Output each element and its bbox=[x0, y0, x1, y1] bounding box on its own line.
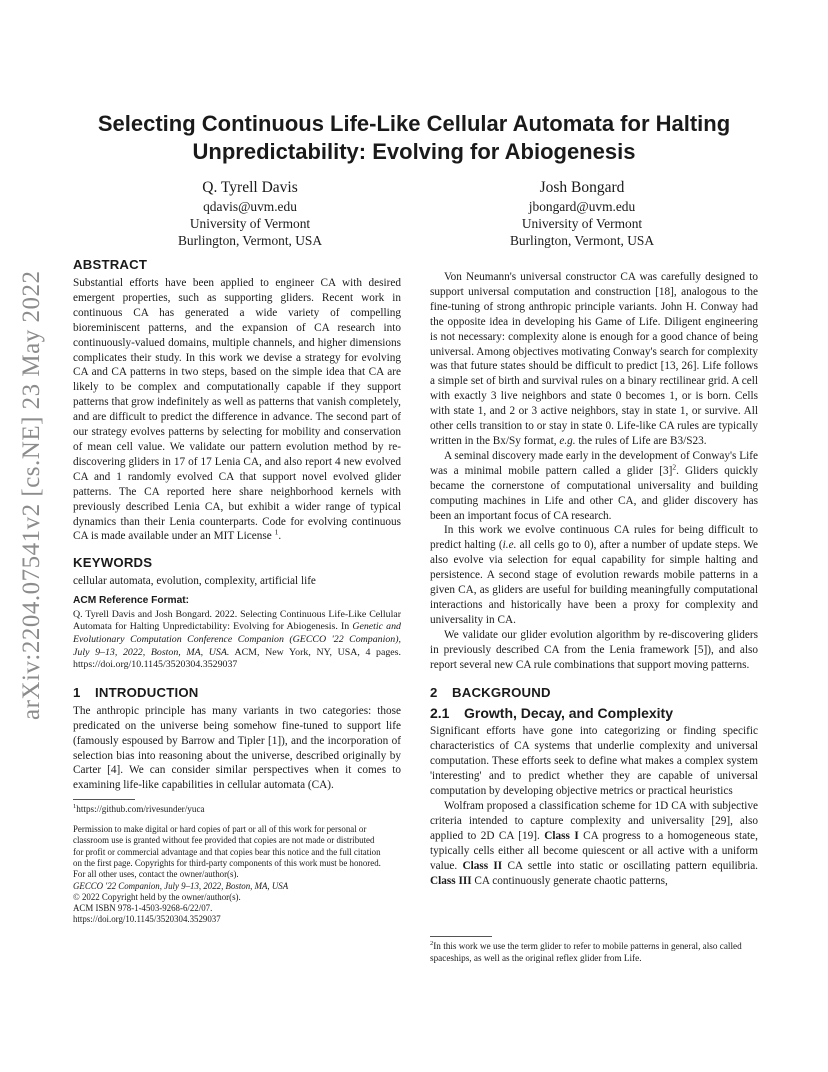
permission-block: Permission to make digital or hard copies of part or all of this work for personal or classroom use is granted without fee provided that copies are not made or distributed for profit or commercial advantage and that copies bear this notice and the full citation on the first page. Copyrights for third-party components of this work must be honored. For all other uses, contact the owner/author(s). GECCO '22 Companion, July 9–13, 2022, Boston, MA, USA © 2022 Copyright held by the owner/author(s). ACM ISBN 978-1-4503-9268-6/22/07. https://doi.org/10.1145/3520304.3529037 bbox=[73, 824, 401, 926]
footnote-2: $^2$In this work we use the term glider to refer to mobile patterns in general, also called spaceships, as well as the original reflex glider from Life. bbox=[430, 939, 742, 963]
author-block-2 bbox=[432, 178, 732, 249]
right-column bbox=[430, 270, 758, 888]
section-heading-introduction: 1 INTRODUCTION bbox=[73, 684, 199, 700]
author-affiliation: University of Vermont bbox=[189, 216, 311, 231]
introduction-text: The anthropic principle has many variants in two categories: those predicated on the universe being somehow fine-tuned to support life (famously espoused by Barrow and Tipler [1]), and the incorporation of selection bias into reasoning about the universe, described originally by Carter [4]. We can consider similar perspectives when it comes to examining life-like capabilities in cellular automata (CA). bbox=[73, 704, 401, 792]
paragraph-this-work: In this work we evolve continuous CA rules for being difficult to predict halting (i.e. all cells go to 0), after a number of update steps. We also evolve via selection for equal capability for simple halting and persistence. A second stage of evolution rewards mobile patterns in a given CA, as gliders are useful for building meaningfully computational interactions and historically have been a proxy for complexity and universality in CA. bbox=[430, 524, 759, 626]
subsection-heading-growth: 2.1 Growth, Decay, and Complexity bbox=[430, 705, 674, 722]
acm-reference-text: Q. Tyrell Davis and Josh Bongard. 2022. Selecting Continuous Life-Like Cellular Automata for Halting Unpredictability: Evolving for Abiogenesis. In Genetic and Evolutionary Computation Conference Companion (GECCO '22 Companion), July 9–13, 2022, Boston, MA, USA. ACM, New York, NY, USA, 4 pages. https://doi.org/10.1145/3520304.3529037 bbox=[73, 608, 401, 671]
author-location: Burlington, Vermont, USA bbox=[509, 233, 655, 248]
permission-isbn: ACM ISBN 978-1-4503-9268-6/22/07. bbox=[73, 903, 213, 914]
author-name: Q. Tyrell Davis bbox=[202, 179, 298, 196]
author-affiliation: University of Vermont bbox=[521, 216, 643, 231]
author-email: qdavis@uvm.edu bbox=[203, 199, 297, 214]
permission-doi: https://doi.org/10.1145/3520304.3529037 bbox=[73, 914, 221, 925]
abstract-text: Substantial efforts have been applied to engineer CA with desired emergent properties, such as supporting gliders. Recent work in continuous CA has generated a wide variety of compelling bioreminiscent patterns, and the expansion of CA research into continuously-valued domains, multiple channels, and higher dimensions complicates their study. In this work we devise a strategy for evolving CA and CA patterns in two steps, based on the simple idea that CA are likely to be complex and computationally capable if they support patterns that grow indefinitely as well as patterns that vanish completely, and are difficult to predict the difference in advance. The second part of our strategy evolves patterns by selecting for mobility and conservation of mean cell value. We validate our pattern evolution method by re-discovering gliders in 17 of 17 Lenia CA, and also report 4 new evolved CA and 1 randomly evolved CA that support novel evolved glider patterns. The CA reported here share neighborhood kernels with previously described Lenia CA, but exhibit a wider range of typical dynamics than their Lenia counterparts. Code for evolving continuous CA is made available under an MIT License $^1$. bbox=[73, 277, 401, 543]
abstract-heading: ABSTRACT bbox=[73, 257, 148, 272]
section-heading-background: 2 BACKGROUND bbox=[430, 685, 551, 701]
keywords-text: cellular automata, evolution, complexity, artificial life bbox=[73, 575, 316, 588]
left-column bbox=[73, 256, 401, 926]
author-block-1 bbox=[100, 178, 400, 249]
paragraph-validation: We validate our glider evolution algorithm by re-discovering gliders in previously described CA from the Lenia framework [5]), and also report several new CA rule combinations that support moving patterns. bbox=[430, 628, 758, 671]
arxiv-identifier: arXiv:2204.07541v2 [cs.NE] 23 May 2022 bbox=[18, 270, 45, 720]
permission-copyright: © 2022 Copyright held by the owner/author(s). bbox=[73, 891, 241, 902]
footnote-marker: 1 bbox=[274, 527, 279, 537]
author-email: jbongard@uvm.edu bbox=[528, 199, 636, 214]
footnote-1: $^1$https://github.com/rivesunder/yuca bbox=[73, 803, 205, 815]
acm-reference-heading: ACM Reference Format: bbox=[73, 595, 190, 607]
author-location: Burlington, Vermont, USA bbox=[177, 233, 323, 248]
author-name: Josh Bongard bbox=[539, 179, 625, 196]
paragraph-von-neumann: Von Neumann's universal constructor CA was carefully designed to support universal computation and construction [18], analogous to the fine-tuning of strong anthropic principle variants. John H. Conway had the opposite idea in developing his Game of Life. Diligent engineering is not necessary: complexity alone is enough for a good chance of being universal. Among objectives motivating Conway's search for complexity was that future states should be difficult to predict [13, 26]. Life follows a simple set of birth and survival rules on a binary rectilinear grid. A cell with exactly 3 live neighbors and state 0 becomes 1, or is born. Cells with state 1, and 2 or 3 active neighbors, stay in state 1, or survive. All other cells transition to or stay in state 0. Life-like CA rules are typically written in the Bx/Sy format, e.g. the rules of Life are B3/S23. bbox=[430, 271, 758, 447]
paragraph-wolfram: Wolfram proposed a classification scheme for 1D CA with subjective criteria intended to capture complexity and universality [29], also applied to 2D CA [19]. Class I CA progress to a homogeneous state, typically cells either all become quiescent or all active with a uniform value. Class II CA settle into static or oscillating pattern equilibria. Class III CA continuously generate chaotic patterns, bbox=[430, 800, 758, 887]
paper-title: Selecting Continuous Life-Like Cellular Automata for Halting Unpredictability: Evolving for Abiogenesis bbox=[97, 111, 731, 164]
footnote-rule bbox=[73, 799, 135, 800]
paragraph-glider: A seminal discovery made early in the development of Conway's Life was a minimal mobile pattern called a glider $[3]^2$. Gliders quickly became the cornerstone of computational universality and building computing machines in Life and other CA, and glider discovery has been an important focus of CA research. bbox=[430, 449, 758, 522]
right-footnotes bbox=[430, 930, 758, 965]
footnote-rule bbox=[430, 936, 492, 937]
keywords-heading: KEYWORDS bbox=[73, 555, 153, 571]
permission-venue: GECCO '22 Companion, July 9–13, 2022, Boston, MA, USA bbox=[73, 880, 289, 891]
paragraph-background-1: Significant efforts have gone into categorizing or finding specific characteristics of CA systems that underlie complexity and universal computation. These efforts seek to define what makes a complex system 'interesting' and to predict whether they are capable of universal computation by developing objective metrics or practical heuristics bbox=[430, 725, 758, 798]
acm-reference bbox=[73, 595, 401, 672]
